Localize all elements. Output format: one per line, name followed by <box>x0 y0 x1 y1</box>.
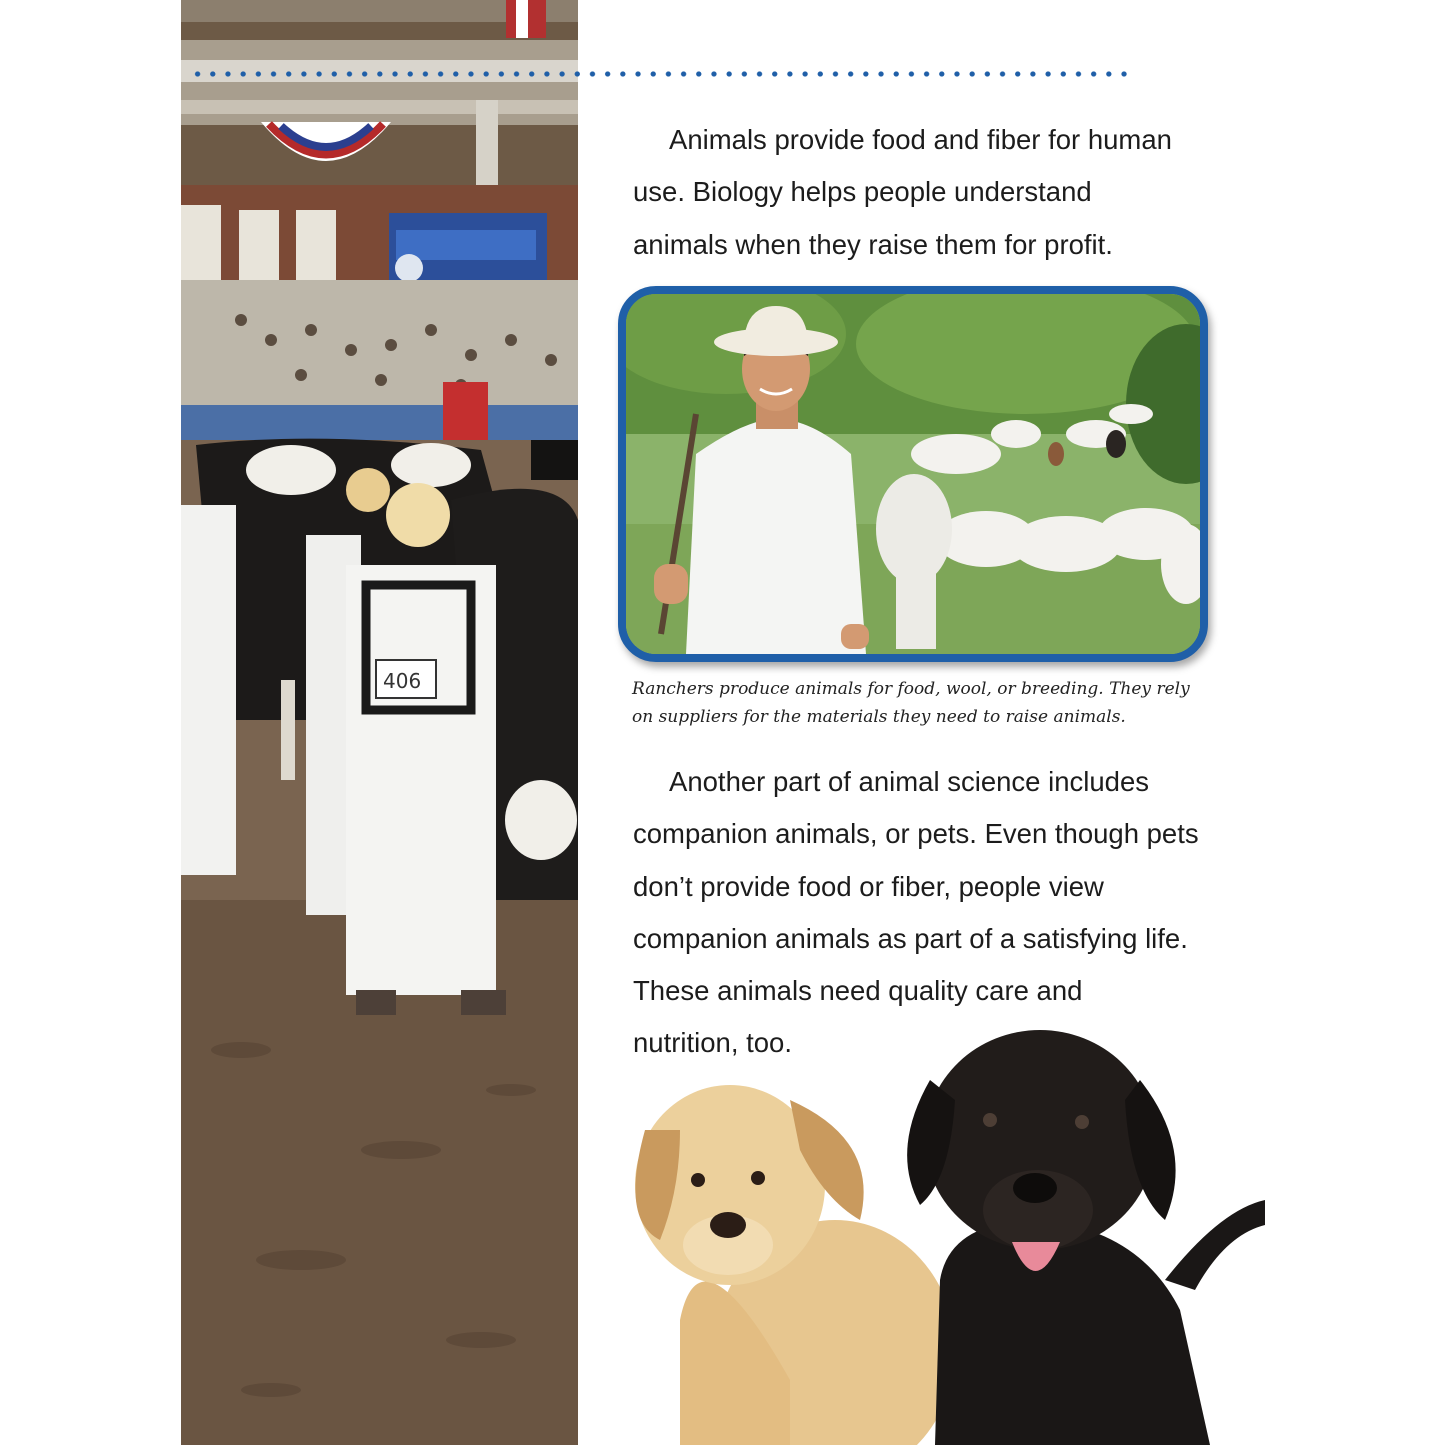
dotted-divider <box>190 70 1135 78</box>
intro-paragraph: Animals provide food and fiber for human use. Biology helps people understand animals when they raise them for profit. <box>633 124 1172 260</box>
rancher-photo <box>618 286 1208 662</box>
page-number: 5 <box>1206 1313 1223 1345</box>
puppies-photo <box>620 1020 1270 1445</box>
livestock-show-photo <box>181 0 578 1445</box>
photo-caption: Ranchers produce animals for food, wool, or breeding. They rely on suppliers for the materials they need to raise animals. <box>632 679 1190 727</box>
companion-animals-paragraph: Another part of animal science includes companion animals, or pets. Even though pets don’t provide food or fiber, people view companion animals as part of a satisfying life. These animals need quality care and nutrition, too. <box>633 766 1199 1059</box>
exhibitor-number-tag: 406 <box>383 669 422 693</box>
